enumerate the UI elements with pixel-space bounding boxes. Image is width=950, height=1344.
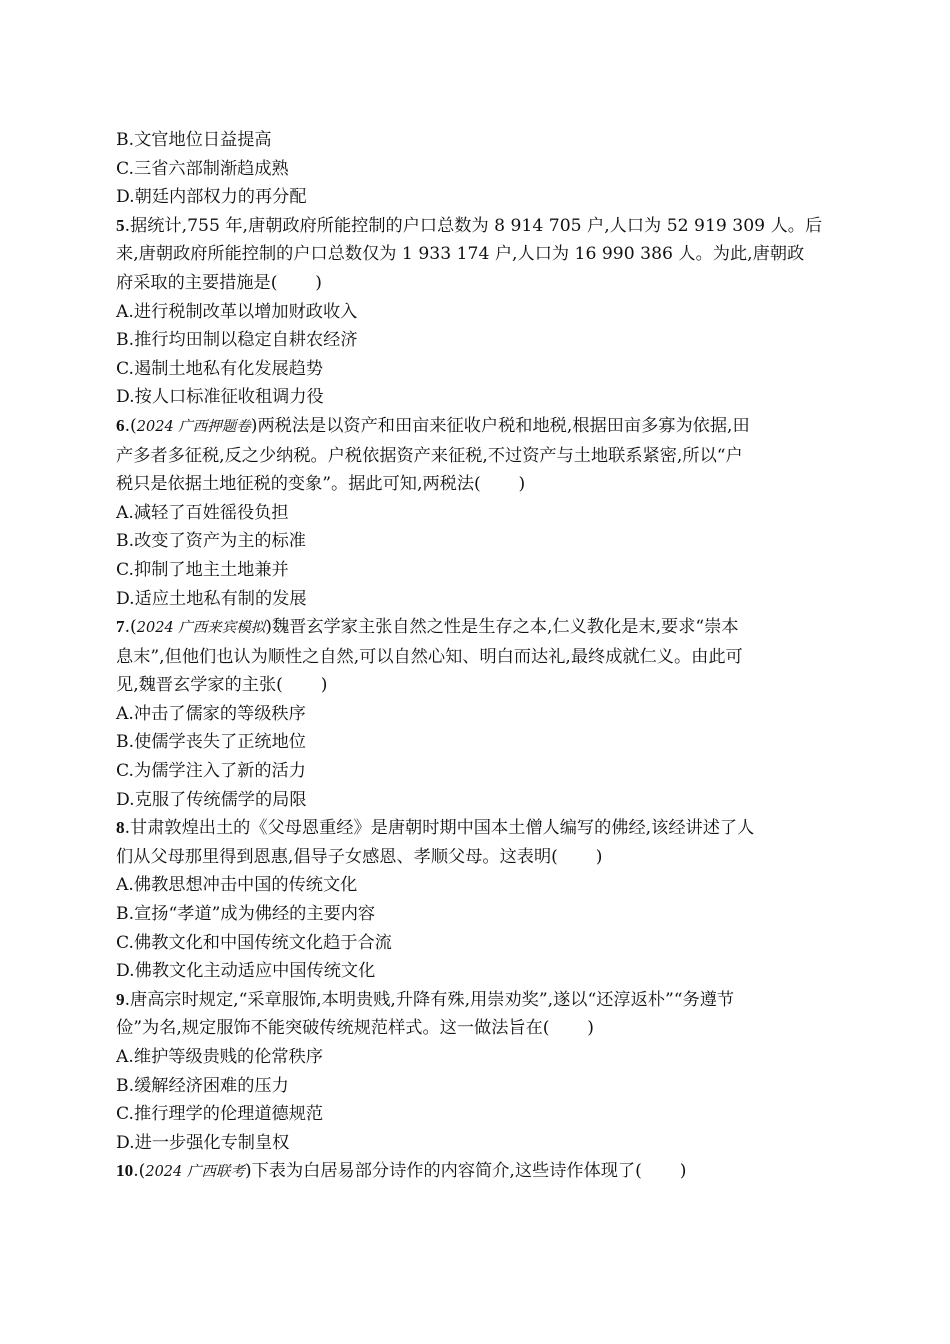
question-6-stem-line: 税只是依据土地征税的变象”。据此可知,两税法( ) (116, 474, 526, 495)
option-line: C.抑制了地主土地兼并 (116, 559, 289, 580)
option-line: D.佛教文化主动适应中国传统文化 (116, 961, 376, 982)
option-line: D.朝廷内部权力的再分配 (116, 187, 307, 208)
question-number: 10 (116, 1161, 134, 1181)
question-10-stem-line: 10.(2024 广西联考)下表为白居易部分诗作的内容简介,这些诗作体现了( ) (116, 1161, 687, 1182)
question-7-stem-line: 7.(2024 广西来宾模拟)魏晋玄学家主张自然之性是生存之本,仁义教化是末,要求“崇本 (116, 617, 739, 638)
option-line: B.改变了资产为主的标准 (116, 531, 306, 552)
question-8-stem-line: 们从父母那里得到恩惠,倡导子女感恩、孝顺父母。这表明( ) (116, 846, 603, 867)
option-line: B.缓解经济困难的压力 (116, 1075, 289, 1096)
question-6-stem-line: 6.(2024 广西押题卷)两税法是以资产和田亩来征收户税和地税,根据田亩多寡为依据,田 (116, 415, 750, 436)
option-line: C.为儒学注入了新的活力 (116, 761, 306, 782)
option-line: D.按人口标准征收租调力役 (116, 387, 324, 408)
option-line: B.推行均田制以稳定自耕农经济 (116, 330, 358, 351)
option-line: A.减轻了百姓徭役负担 (116, 502, 289, 523)
option-line: B.宣扬“孝道”成为佛经的主要内容 (116, 904, 376, 925)
question-source: 2024 广西来宾模拟 (136, 620, 266, 637)
question-source: 2024 广西联考 (145, 1164, 245, 1181)
question-number: 8 (116, 818, 125, 838)
question-number: 6 (116, 415, 125, 435)
question-7-stem-line: 息末”,但他们也认为顺性之自然,可以自然心知、明白而达礼,最终成就仁义。由此可 (116, 646, 743, 667)
question-8-stem-line: 8.甘肃敦煌出土的《父母恩重经》是唐朝时期中国本土僧人编写的佛经,该经讲述了人 (116, 818, 755, 839)
question-6-stem-line: 产多者多征税,反之少纳税。户税依据资产来征税,不过资产与土地联系紧密,所以“户 (116, 445, 743, 466)
question-9-stem-line: 俭”为名,规定服饰不能突破传统规范样式。这一做法旨在( ) (116, 1018, 595, 1039)
exam-page (116, 126, 836, 1187)
question-5-stem-line: 来,唐朝政府所能控制的户口总数仅为 1 933 174 户,人口为 16 990 386 人。为此,唐朝政 (116, 244, 805, 265)
question-source: 2024 广西押题卷 (136, 418, 251, 435)
option-line: A.维护等级贵贱的伦常秩序 (116, 1047, 323, 1067)
option-line: B.使儒学丧失了正统地位 (116, 732, 306, 753)
option-line: C.遏制土地私有化发展趋势 (116, 358, 324, 379)
option-line: D.进一步强化专制皇权 (116, 1132, 290, 1153)
option-line: C.推行理学的伦理道德规范 (116, 1104, 324, 1125)
option-line: C.三省六部制渐趋成熟 (116, 158, 289, 179)
question-number: 5 (116, 215, 125, 235)
question-number: 9 (116, 989, 125, 1009)
option-line: A.佛教思想冲击中国的传统文化 (116, 875, 358, 896)
option-line: D.适应土地私有制的发展 (116, 588, 307, 609)
question-5-stem-line: 府采取的主要措施是( ) (116, 272, 322, 293)
question-5-stem-line: 5.据统计,755 年,唐朝政府所能控制的户口总数为 8 914 705 户,人口为 52 919 309 人。后 (116, 215, 823, 236)
option-line: A.进行税制改革以增加财政收入 (116, 301, 358, 322)
option-line: D.克服了传统儒学的局限 (116, 789, 307, 810)
option-line: C.佛教文化和中国传统文化趋于合流 (116, 932, 392, 953)
question-number: 7 (116, 617, 125, 637)
option-line: A.冲击了儒家的等级秩序 (116, 703, 306, 724)
option-line: B.文官地位日益提高 (116, 130, 272, 150)
question-9-stem-line: 9.唐高宗时规定,“采章服饰,本明贵贱,升降有殊,用崇劝奖”,遂以“还淳返朴”“务遵节 (116, 989, 735, 1010)
question-7-stem-line: 见,魏晋玄学家的主张( ) (116, 675, 328, 696)
